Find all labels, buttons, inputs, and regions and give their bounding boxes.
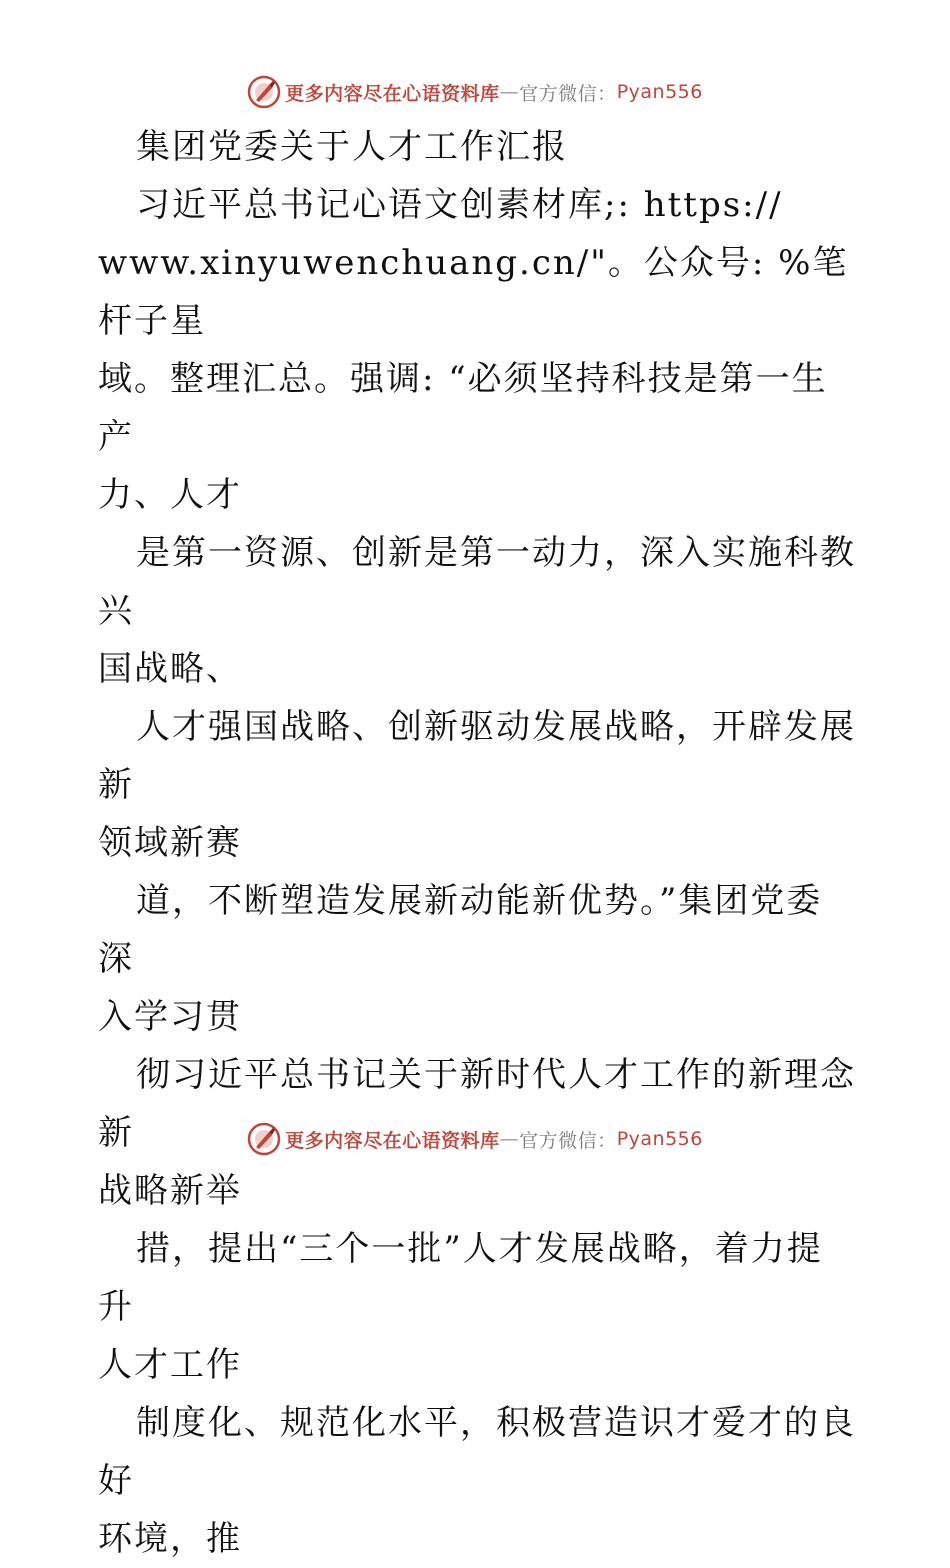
text-line: 力、人才 <box>98 475 242 515</box>
document-body <box>98 118 858 1568</box>
footer-watermark-banner <box>0 1119 950 1159</box>
text-line: www.xinyuwenchuang.cn/"。公众号: %笔杆子星 <box>98 243 849 341</box>
pen-seal-icon <box>247 1122 281 1156</box>
banner-main-text: 更多内容尽在心语资料库 <box>285 82 500 105</box>
text-line: 习近平总书记心语文创素材库;: https:// <box>136 185 783 225</box>
banner-dash: — <box>499 1128 520 1150</box>
banner-main-text: 更多内容尽在心语资料库 <box>285 1129 500 1152</box>
text-line: 彻习近平总书记关于新时代人才工作的新理念新 <box>98 1055 856 1153</box>
text-line: 人才工作 <box>98 1345 242 1385</box>
pen-seal-icon <box>247 75 281 109</box>
text-line: 国战略、 <box>98 649 242 689</box>
text-line: 措，提出“三个一批”人才发展战略，着力提升 <box>98 1229 823 1327</box>
banner-wechat-label: 官方微信： <box>519 1129 617 1152</box>
text-line: 战略新举 <box>98 1171 242 1211</box>
text-line: 道，不断塑造发展新动能新优势。”集团党委深 <box>98 881 823 979</box>
banner-wechat-id: Pyan556 <box>616 1128 703 1150</box>
banner-wechat-label: 官方微信： <box>519 82 617 105</box>
text-line: 环境，推 <box>98 1519 242 1559</box>
text-line: 是第一资源、创新是第一动力，深入实施科教兴 <box>98 533 856 631</box>
document-title: 集团党委关于人才工作汇报 <box>136 127 568 167</box>
banner-dash: — <box>499 81 520 103</box>
text-line: 域。整理汇总。强调: “必须坚持科技是第一生产 <box>98 359 828 457</box>
text-line: 人才强国战略、创新驱动发展战略，开辟发展新 <box>98 707 856 805</box>
text-line: 制度化、规范化水平，积极营造识才爱才的良好 <box>98 1403 856 1501</box>
text-line: 入学习贯 <box>98 997 242 1037</box>
header-watermark-banner <box>0 72 950 112</box>
banner-wechat-id: Pyan556 <box>616 81 703 103</box>
text-line: 领域新赛 <box>98 823 242 863</box>
